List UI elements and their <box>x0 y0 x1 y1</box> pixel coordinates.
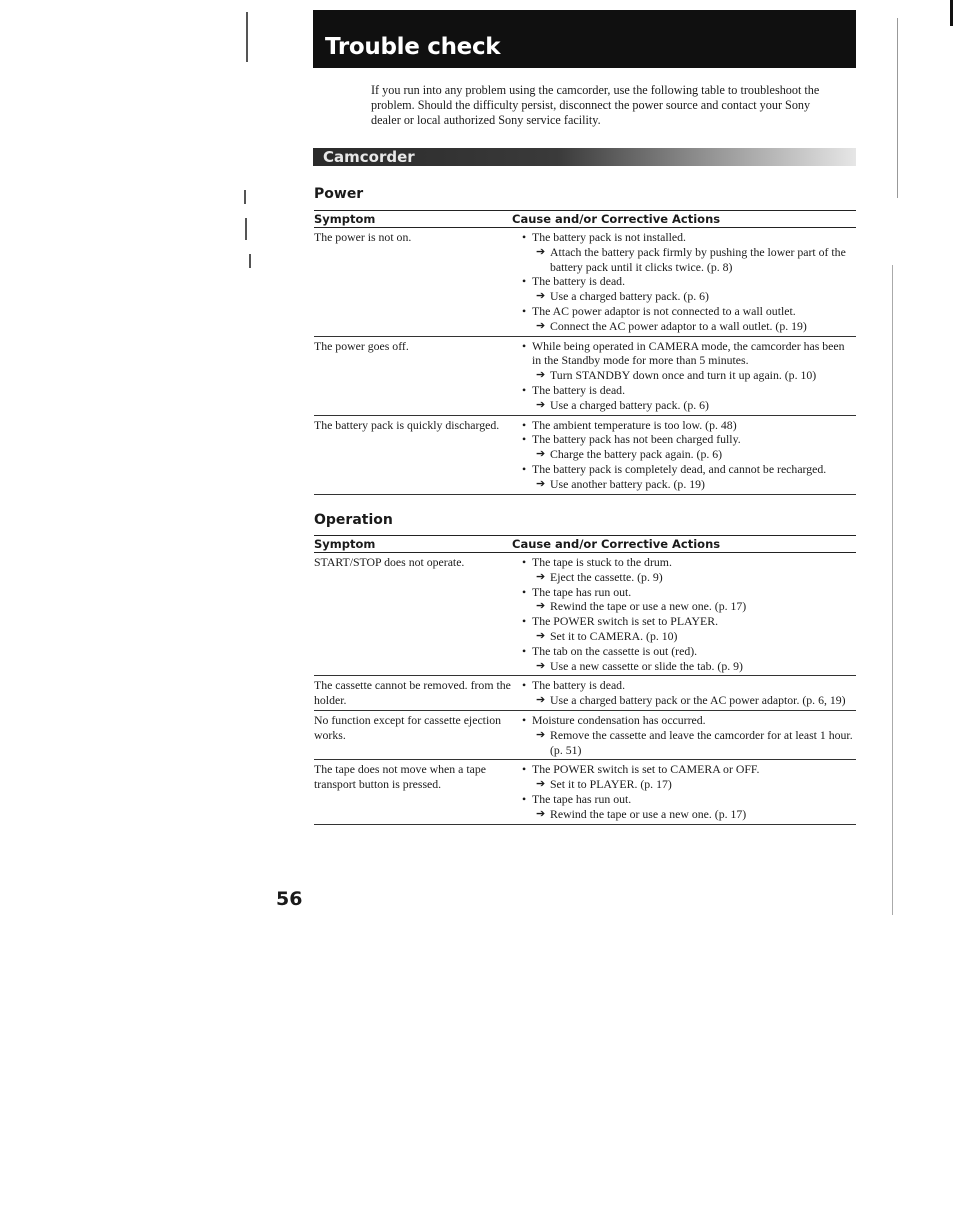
cause-list <box>512 762 856 821</box>
table-row <box>314 710 856 759</box>
bullet-icon: • <box>522 791 527 806</box>
cause-item <box>522 644 856 659</box>
action-text: Turn STANDBY down once and turn it up again. (p. 10) <box>550 368 817 383</box>
corrective-action <box>522 807 856 822</box>
cause-list <box>512 339 856 413</box>
cause-item <box>522 678 856 693</box>
cause-item <box>522 555 856 570</box>
cause-item <box>522 792 856 807</box>
cause-item <box>522 418 856 433</box>
cause-list <box>512 230 856 334</box>
operation-table-header <box>314 536 856 553</box>
corrective-action <box>522 477 856 492</box>
cause-item <box>522 230 856 245</box>
operation-section-title: Operation <box>314 512 393 528</box>
scan-mark <box>897 18 898 198</box>
scan-mark <box>245 218 247 240</box>
arrow-right-icon: ➔ <box>536 807 546 820</box>
bullet-icon: • <box>522 338 527 353</box>
arrow-right-icon: ➔ <box>536 319 546 332</box>
cause-text: The battery pack is completely dead, and cannot be recharged. <box>532 461 827 476</box>
cause-text: The POWER switch is set to PLAYER. <box>532 614 719 629</box>
scan-mark <box>244 190 246 204</box>
arrow-right-icon: ➔ <box>536 398 546 411</box>
arrow-right-icon: ➔ <box>536 290 546 303</box>
bullet-icon: • <box>522 614 527 629</box>
bullet-icon: • <box>522 230 527 244</box>
table-row <box>314 415 856 494</box>
scan-mark <box>246 12 248 62</box>
corrective-action <box>522 245 856 275</box>
page-number: 56 <box>276 888 303 910</box>
corrective-action <box>522 319 856 334</box>
arrow-right-icon: ➔ <box>536 778 546 791</box>
cause-text: The AC power adaptor is not connected to a wall outlet. <box>532 303 796 318</box>
arrow-right-icon: ➔ <box>536 570 546 583</box>
table-row <box>314 336 856 415</box>
action-text: Set it to PLAYER. (p. 17) <box>550 777 672 792</box>
cause-header: Cause and/or Corrective Actions <box>512 211 856 228</box>
cause-list <box>512 418 856 492</box>
cause-cell <box>512 336 856 415</box>
title-banner <box>313 10 856 68</box>
bullet-icon: • <box>522 643 527 658</box>
table-row <box>314 228 856 337</box>
bullet-icon: • <box>522 584 527 599</box>
bullet-icon: • <box>522 274 527 289</box>
cause-text: The battery is dead. <box>532 678 626 693</box>
cause-text: The tape has run out. <box>532 584 632 599</box>
action-text: Rewind the tape or use a new one. (p. 17) <box>550 806 747 821</box>
scan-mark <box>892 265 893 915</box>
cause-item <box>522 432 856 447</box>
power-table-body <box>314 228 856 495</box>
bullet-icon: • <box>522 762 527 777</box>
cause-item <box>522 585 856 600</box>
cause-item <box>522 713 856 728</box>
cause-text: Moisture condensation has occurred. <box>532 712 706 727</box>
power-table <box>314 210 856 495</box>
page-title: Trouble check <box>325 34 501 60</box>
cause-item <box>522 762 856 777</box>
arrow-right-icon: ➔ <box>536 477 546 490</box>
operation-table-body <box>314 553 856 825</box>
action-text: Use a charged battery pack or the AC power adaptor. (p. 6, 19) <box>550 693 846 708</box>
power-section-title: Power <box>314 186 364 202</box>
cause-item <box>522 462 856 477</box>
symptom-cell: No function except for cassette ejection works. <box>314 710 512 759</box>
corrective-action <box>522 659 856 674</box>
cause-item <box>522 614 856 629</box>
action-text: Remove the cassette and leave the camcorder for at least 1 hour. (p. 51) <box>550 727 853 757</box>
intro-paragraph: If you run into any problem using the camcorder, use the following table to troubleshoot the problem. Should the difficulty persist, disconnect the power source and contact your Sony dealer or local authorized Sony service facility. <box>371 83 820 127</box>
cause-item <box>522 339 856 369</box>
corrective-action <box>522 599 856 614</box>
arrow-right-icon: ➔ <box>536 600 546 613</box>
table-row <box>314 553 856 676</box>
corrective-action <box>522 447 856 462</box>
bullet-icon: • <box>522 303 527 318</box>
operation-table <box>314 535 856 825</box>
power-table-header <box>314 211 856 228</box>
bullet-icon: • <box>522 461 527 476</box>
scan-mark <box>950 0 953 26</box>
cause-cell <box>512 415 856 494</box>
symptom-cell: The power is not on. <box>314 228 512 337</box>
action-text: Set it to CAMERA. (p. 10) <box>550 628 678 643</box>
arrow-right-icon: ➔ <box>536 245 546 258</box>
cause-text: The tab on the cassette is out (red). <box>532 643 698 658</box>
cause-text: The POWER switch is set to CAMERA or OFF. <box>532 762 760 777</box>
action-text: Rewind the tape or use a new one. (p. 17) <box>550 599 747 614</box>
symptom-cell: The battery pack is quickly discharged. <box>314 415 512 494</box>
table-row <box>314 676 856 711</box>
cause-cell <box>512 553 856 676</box>
cause-item <box>522 383 856 398</box>
bullet-icon: • <box>522 678 527 693</box>
symptom-cell: The power goes off. <box>314 336 512 415</box>
action-text: Charge the battery pack again. (p. 6) <box>550 447 723 462</box>
cause-cell <box>512 676 856 711</box>
cause-text: The tape is stuck to the drum. <box>532 555 672 569</box>
corrective-action <box>522 693 856 708</box>
symptom-header: Symptom <box>314 211 512 228</box>
bullet-icon: • <box>522 555 527 569</box>
action-text: Use a charged battery pack. (p. 6) <box>550 289 709 304</box>
corrective-action <box>522 777 856 792</box>
cause-text: The battery is dead. <box>532 382 626 397</box>
arrow-right-icon: ➔ <box>536 448 546 461</box>
cause-cell <box>512 710 856 759</box>
camcorder-section-bar <box>313 148 856 166</box>
action-text: Use another battery pack. (p. 19) <box>550 476 705 491</box>
symptom-cell: The tape does not move when a tape transport button is pressed. <box>314 760 512 824</box>
scan-mark <box>249 254 251 268</box>
cause-item <box>522 274 856 289</box>
cause-list <box>512 713 856 757</box>
cause-list <box>512 555 856 673</box>
cause-cell <box>512 760 856 824</box>
action-text: Use a new cassette or slide the tab. (p. 9) <box>550 658 743 673</box>
bullet-icon: • <box>522 417 527 432</box>
corrective-action <box>522 368 856 383</box>
arrow-right-icon: ➔ <box>536 694 546 707</box>
symptom-cell: START/STOP does not operate. <box>314 553 512 676</box>
arrow-right-icon: ➔ <box>536 369 546 382</box>
cause-text: The ambient temperature is too low. (p. 48) <box>532 417 737 432</box>
arrow-right-icon: ➔ <box>536 659 546 672</box>
arrow-right-icon: ➔ <box>536 728 546 741</box>
cause-text: While being operated in CAMERA mode, the camcorder has been in the Standby mode for more than 5 minutes. <box>532 338 845 368</box>
corrective-action <box>522 398 856 413</box>
corrective-action <box>522 629 856 644</box>
cause-text: The battery is dead. <box>532 274 626 289</box>
symptom-header: Symptom <box>314 536 512 553</box>
symptom-cell: The cassette cannot be removed. from the holder. <box>314 676 512 711</box>
corrective-action <box>522 728 856 758</box>
cause-cell <box>512 228 856 337</box>
action-text: Attach the battery pack firmly by pushing the lower part of the battery pack until it clicks twice. (p. 8) <box>550 244 846 274</box>
cause-header: Cause and/or Corrective Actions <box>512 536 856 553</box>
bullet-icon: • <box>522 382 527 397</box>
action-text: Eject the cassette. (p. 9) <box>550 569 663 584</box>
action-text: Use a charged battery pack. (p. 6) <box>550 397 709 412</box>
corrective-action <box>522 289 856 304</box>
camcorder-section-title: Camcorder <box>323 148 415 166</box>
table-row <box>314 760 856 824</box>
corrective-action <box>522 570 856 585</box>
cause-item <box>522 304 856 319</box>
cause-text: The battery pack has not been charged fully. <box>532 432 741 447</box>
bullet-icon: • <box>522 712 527 727</box>
cause-text: The tape has run out. <box>532 791 632 806</box>
bullet-icon: • <box>522 432 527 447</box>
arrow-right-icon: ➔ <box>536 629 546 642</box>
cause-text: The battery pack is not installed. <box>532 230 686 244</box>
action-text: Connect the AC power adaptor to a wall outlet. (p. 19) <box>550 318 807 333</box>
cause-list <box>512 678 856 708</box>
